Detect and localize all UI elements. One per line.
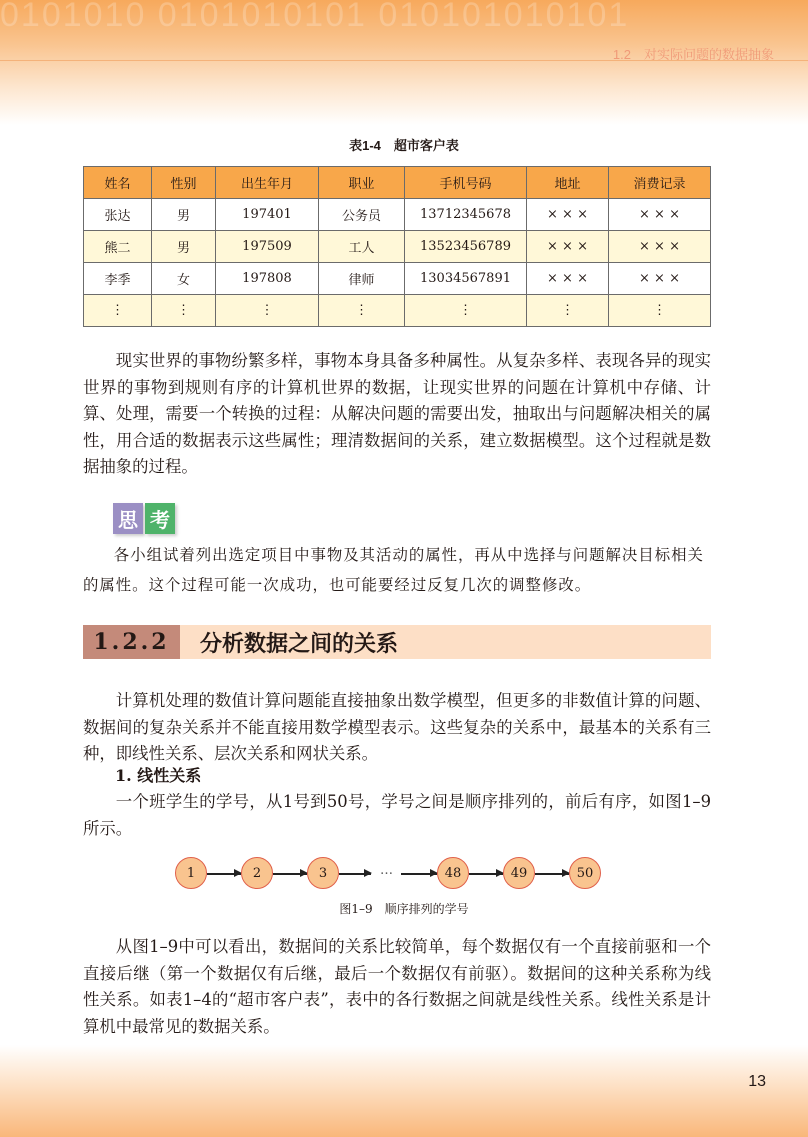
column-header: 地址 — [527, 167, 609, 199]
arrow-icon — [273, 873, 307, 875]
ellipsis: … — [380, 863, 393, 878]
table-cell: 公务员 — [319, 199, 405, 231]
table-cell: 197401 — [216, 199, 319, 231]
paragraph: 计算机处理的数值计算问题能直接抽象出数学模型，但更多的非数值计算的问题、数据间的复杂关系并不能直接用数学模型表示。这些复杂的关系中，最基本的关系有三种，即线性关系、层次关系和网状关系。 — [83, 691, 711, 763]
arrow-icon — [207, 873, 241, 875]
table-caption: 表1-4 超市客户表 — [349, 138, 459, 153]
arrow-icon — [535, 873, 569, 875]
figure-caption: 图1–9 顺序排列的学号 — [339, 902, 469, 916]
table-cell: 13712345678 — [405, 199, 527, 231]
table-cell: 律师 — [319, 263, 405, 295]
paragraph: 从图1–9中可以看出，数据间的关系比较简单，每个数据仅有一个直接前驱和一个直接后继（第一个数据仅有后继，最后一个数据仅有前驱）。数据间的这种关系称为线性关系。如表1–4的“超市客户表”，表中的各行数据之间就是线性关系。线性关系是计算机中最常见的数据关系。 — [83, 937, 711, 1036]
arrow-icon — [469, 873, 503, 875]
sequence-node: 1 — [175, 857, 207, 889]
sequence-node: 3 — [307, 857, 339, 889]
table-cell: ⋮ — [319, 295, 405, 327]
arrow-icon — [401, 873, 437, 875]
table-cell: ⋮ — [405, 295, 527, 327]
table-cell: 男 — [152, 199, 216, 231]
table-cell: 197808 — [216, 263, 319, 295]
table-cell: 女 — [152, 263, 216, 295]
section-heading — [83, 625, 711, 659]
table-cell: × × × — [527, 199, 609, 231]
running-header-title: 1.2 对实际问题的数据抽象 — [612, 47, 774, 62]
page-footer-banner — [0, 1045, 808, 1137]
sequence-node: 50 — [569, 857, 601, 889]
header-binary-watermark: 0101010 0101010101 010101010101 — [0, 0, 630, 34]
paragraph: 现实世界的事物纷繁多样，事物本身具备多种属性。从复杂多样、表现各异的现实世界的事物到规则有序的计算机世界的数据，让现实世界的问题在计算机中存储、计算、处理，需要一个转换的过程：从解决问题的需要出发，抽取出与问题解决相关的属性，用合适的数据表示这些属性；理清数据间的关系，建立数据模型。这个过程就是数据抽象的过程。 — [83, 351, 711, 476]
think-icon-char: 考 — [145, 503, 175, 534]
column-header: 职业 — [319, 167, 405, 199]
arrow-icon — [339, 873, 371, 875]
table-row — [84, 295, 711, 327]
table-cell: 工人 — [319, 231, 405, 263]
table-cell: 熊二 — [84, 231, 152, 263]
think-icon — [113, 503, 175, 534]
table-cell: ⋮ — [216, 295, 319, 327]
table-cell: 13523456789 — [405, 231, 527, 263]
table-cell: 张达 — [84, 199, 152, 231]
table-cell: 男 — [152, 231, 216, 263]
table-row — [84, 263, 711, 295]
table-row — [84, 199, 711, 231]
think-icon-char: 思 — [113, 503, 143, 534]
think-text: 各小组试着列出选定项目中事物及其活动的属性，再从中选择与问题解决目标相关的属性。这个过程可能一次成功，也可能要经过反复几次的调整修改。 — [83, 546, 704, 594]
table-cell: 李季 — [84, 263, 152, 295]
page-number: 13 — [748, 1073, 766, 1090]
table-cell: × × × — [527, 231, 609, 263]
column-header: 出生年月 — [216, 167, 319, 199]
column-header: 手机号码 — [405, 167, 527, 199]
column-header: 消费记录 — [609, 167, 711, 199]
table-cell: × × × — [609, 231, 711, 263]
table-row — [84, 231, 711, 263]
table-cell: ⋮ — [527, 295, 609, 327]
linear-sequence-diagram — [170, 855, 610, 891]
section-number: 1.2.2 — [83, 625, 180, 659]
sequence-node: 48 — [437, 857, 469, 889]
subheading: 1. 线性关系 — [115, 766, 202, 785]
table-header-row — [84, 167, 711, 199]
table-cell: × × × — [527, 263, 609, 295]
table-cell: 197509 — [216, 231, 319, 263]
table-cell: × × × — [609, 263, 711, 295]
column-header: 姓名 — [84, 167, 152, 199]
table-cell: 13034567891 — [405, 263, 527, 295]
sequence-node: 49 — [503, 857, 535, 889]
paragraph: 一个班学生的学号，从1号到50号，学号之间是顺序排列的，前后有序，如图1–9所示。 — [83, 792, 711, 838]
table-cell: ⋮ — [609, 295, 711, 327]
table-cell: × × × — [609, 199, 711, 231]
sequence-node: 2 — [241, 857, 273, 889]
table-cell: ⋮ — [152, 295, 216, 327]
customer-table — [83, 166, 711, 327]
section-title: 分析数据之间的关系 — [200, 630, 399, 657]
table-cell: ⋮ — [84, 295, 152, 327]
page-header-banner — [0, 0, 808, 125]
column-header: 性别 — [152, 167, 216, 199]
